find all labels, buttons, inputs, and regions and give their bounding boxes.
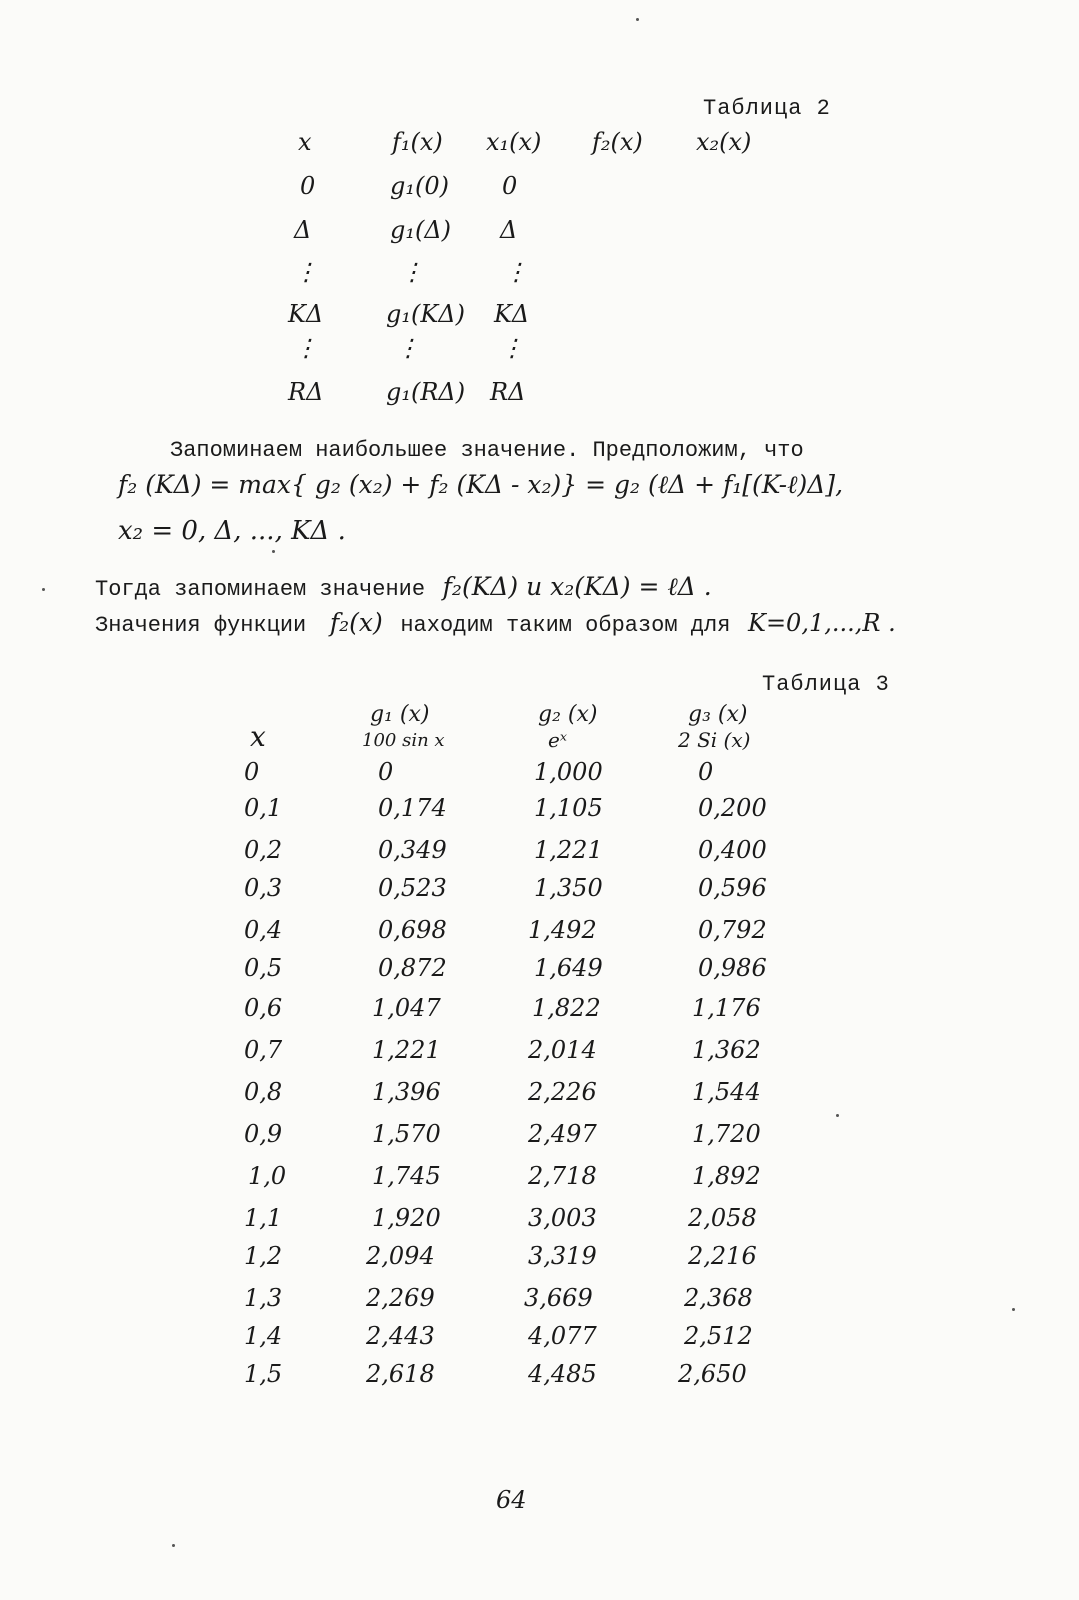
- table3-cell-g2: 3,003: [528, 1204, 597, 1232]
- table3-header-g1: g₁ (x): [370, 702, 430, 727]
- text-line-3-range: K=0,1,...,R .: [748, 609, 896, 637]
- table-row: [232, 758, 852, 798]
- table2-header-x: x: [298, 128, 312, 156]
- table3-cell-g2: 2,014: [528, 1036, 597, 1064]
- table-row: [232, 794, 852, 834]
- table2-cell: ⋮: [294, 258, 318, 286]
- table3-cell-x: 0,1: [244, 794, 283, 822]
- table2-cell: ⋮: [504, 258, 528, 286]
- table3-cell-g1: 2,269: [366, 1284, 435, 1312]
- table2-cell: g₁(0): [390, 172, 449, 200]
- scan-speck: [272, 550, 275, 553]
- table3-cell-g2: 3,669: [524, 1284, 593, 1312]
- table3-cell-g1: 1,920: [372, 1204, 441, 1232]
- table2-cell: KΔ: [494, 300, 530, 328]
- table2-cell: ⋮: [396, 334, 420, 362]
- table3-cell-g3: 0,400: [698, 836, 767, 864]
- table3-cell-g3: 0,596: [698, 874, 767, 902]
- text-line-2-typed: Тогда запоминаем значение: [95, 577, 426, 602]
- table2-cell: g₁(Δ): [390, 216, 452, 244]
- table3-cell-g3: 1,720: [692, 1120, 761, 1148]
- table3-cell-x: 1,3: [244, 1284, 283, 1312]
- table3-cell-x: 0,3: [244, 874, 283, 902]
- scan-speck: [42, 588, 45, 591]
- table3-header-g2: g₂ (x): [538, 702, 598, 727]
- table2-cell: RΔ: [288, 378, 324, 406]
- table3-caption: Таблица 3: [762, 672, 890, 697]
- table3-cell-g1: 0: [378, 758, 394, 786]
- table3-cell-g3: 1,544: [692, 1078, 761, 1106]
- scan-speck: [636, 18, 639, 21]
- page-number: 64: [496, 1486, 527, 1514]
- table3-cell-g3: 2,650: [678, 1360, 747, 1388]
- table3-cell-g2: 2,497: [528, 1120, 597, 1148]
- table3-cell-g1: 0,349: [378, 836, 447, 864]
- scan-speck: [836, 1114, 839, 1117]
- table3: [232, 700, 872, 1400]
- table3-cell-g2: 3,319: [528, 1242, 597, 1270]
- table3-cell-g3: 1,362: [692, 1036, 761, 1064]
- table2-cell: ⋮: [500, 334, 524, 362]
- table3-cell-g1: 0,174: [378, 794, 447, 822]
- table3-cell-x: 0,5: [244, 954, 283, 982]
- table3-cell-g2: 4,485: [528, 1360, 597, 1388]
- table3-cell-g3: 1,176: [692, 994, 761, 1022]
- table3-cell-x: 1,2: [244, 1242, 283, 1270]
- scan-speck: [172, 1544, 175, 1547]
- table3-cell-g3: 0,986: [698, 954, 767, 982]
- table2-header-f1: f₁(x): [392, 128, 443, 156]
- table3-cell-g1: 0,872: [378, 954, 447, 982]
- formula-max: f₂ (KΔ) = max{ g₂ (x₂) + f₂ (KΔ - x₂)} = g₂ (ℓΔ + f₁[(K-ℓ)Δ],: [118, 470, 844, 499]
- table3-cell-g2: 1,000: [534, 758, 603, 786]
- table2-cell: Δ: [294, 216, 312, 244]
- table-row: [232, 1360, 852, 1400]
- table3-header-g2-formula: eˣ: [548, 728, 567, 752]
- table-row: [232, 1036, 852, 1076]
- table3-cell-g2: 2,718: [528, 1162, 597, 1190]
- text-line-2-formula: f₂(KΔ) и x₂(KΔ) = ℓΔ .: [442, 572, 712, 601]
- table2-cell: g₁(KΔ): [386, 300, 465, 328]
- table3-cell-g1: 1,396: [372, 1078, 441, 1106]
- table3-cell-g3: 2,512: [684, 1322, 753, 1350]
- table3-cell-g2: 1,221: [534, 836, 603, 864]
- table3-cell-x: 1,4: [244, 1322, 283, 1350]
- table2-header-x1: x₁(x): [486, 128, 542, 156]
- table-row: [232, 1242, 852, 1282]
- table2-cell: ⋮: [400, 258, 424, 286]
- table3-cell-g1: 1,221: [372, 1036, 441, 1064]
- table-row: [232, 1322, 852, 1362]
- table3-cell-g1: 2,443: [366, 1322, 435, 1350]
- table3-cell-x: 0,7: [244, 1036, 283, 1064]
- table2-caption: Таблица 2: [703, 96, 831, 121]
- table3-cell-x: 1,0: [248, 1162, 287, 1190]
- text-line-2: [95, 572, 712, 602]
- table3-cell-g3: 0,200: [698, 794, 767, 822]
- table3-cell-g1: 2,094: [366, 1242, 435, 1270]
- table-row: [232, 954, 852, 994]
- table-row: [232, 836, 852, 876]
- table-row: [232, 994, 852, 1034]
- table3-cell-g3: 1,892: [692, 1162, 761, 1190]
- text-line-3-func: f₂(x): [329, 608, 383, 637]
- table3-cell-g3: 2,368: [684, 1284, 753, 1312]
- table3-header-g3-formula: 2 Si (x): [678, 728, 751, 752]
- table2-cell: RΔ: [490, 378, 526, 406]
- table-row: [232, 916, 852, 956]
- table3-cell-g2: 1,350: [534, 874, 603, 902]
- table3-cell-g3: 0,792: [698, 916, 767, 944]
- table2-cell: g₁(RΔ): [386, 378, 466, 406]
- table-row: [232, 874, 852, 914]
- table3-cell-x: 0,8: [244, 1078, 283, 1106]
- table3-cell-g1: 1,047: [372, 994, 441, 1022]
- table3-cell-x: 0,6: [244, 994, 283, 1022]
- table3-cell-g3: 0: [698, 758, 714, 786]
- table3-cell-g1: 1,745: [372, 1162, 441, 1190]
- table2-header-f2: f₂(x): [592, 128, 643, 156]
- table3-cell-g2: 1,492: [528, 916, 597, 944]
- table3-header-g3: g₃ (x): [688, 702, 748, 727]
- table3-header-g1-formula: 100 sin x: [362, 730, 445, 751]
- table3-cell-g3: 2,216: [688, 1242, 757, 1270]
- table3-cell-g2: 1,822: [532, 994, 601, 1022]
- table3-cell-g1: 1,570: [372, 1120, 441, 1148]
- text-line-3-typed-b: находим таким образом для: [400, 613, 731, 638]
- scan-speck: [1012, 1308, 1015, 1311]
- table3-cell-x: 0,9: [244, 1120, 283, 1148]
- table2-cell: 0: [502, 172, 518, 200]
- table3-cell-g2: 2,226: [528, 1078, 597, 1106]
- table3-cell-g2: 1,649: [534, 954, 603, 982]
- table2-cell: KΔ: [288, 300, 324, 328]
- table3-cell-g2: 4,077: [528, 1322, 597, 1350]
- formula-range: x₂ = 0, Δ, ..., KΔ .: [118, 516, 346, 546]
- table-row: [232, 1078, 852, 1118]
- table3-cell-g3: 2,058: [688, 1204, 757, 1232]
- table2-header-x2: x₂(x): [696, 128, 752, 156]
- table2: [282, 128, 802, 418]
- table3-cell-x: 0,4: [244, 916, 283, 944]
- table3-cell-x: 1,1: [244, 1204, 283, 1232]
- table-row: [232, 1120, 852, 1160]
- table3-header-x: x: [250, 720, 266, 753]
- table3-cell-x: 0: [244, 758, 260, 786]
- table-row: [232, 1284, 852, 1324]
- table3-cell-g1: 0,698: [378, 916, 447, 944]
- table-row: [232, 1162, 852, 1202]
- text-line-3-typed: Значения функции: [95, 613, 307, 638]
- text-line-3: [95, 608, 896, 638]
- table3-cell-g1: 0,523: [378, 874, 447, 902]
- table-row: [232, 1204, 852, 1244]
- table2-cell: 0: [300, 172, 316, 200]
- table2-cell: ⋮: [294, 334, 318, 362]
- text-line-1: Запоминаем наибольшее значение. Предположим, что: [170, 438, 804, 463]
- table2-cell: Δ: [500, 216, 518, 244]
- table3-cell-x: 1,5: [244, 1360, 283, 1388]
- table3-cell-x: 0,2: [244, 836, 283, 864]
- table3-cell-g1: 2,618: [366, 1360, 435, 1388]
- table3-cell-g2: 1,105: [534, 794, 603, 822]
